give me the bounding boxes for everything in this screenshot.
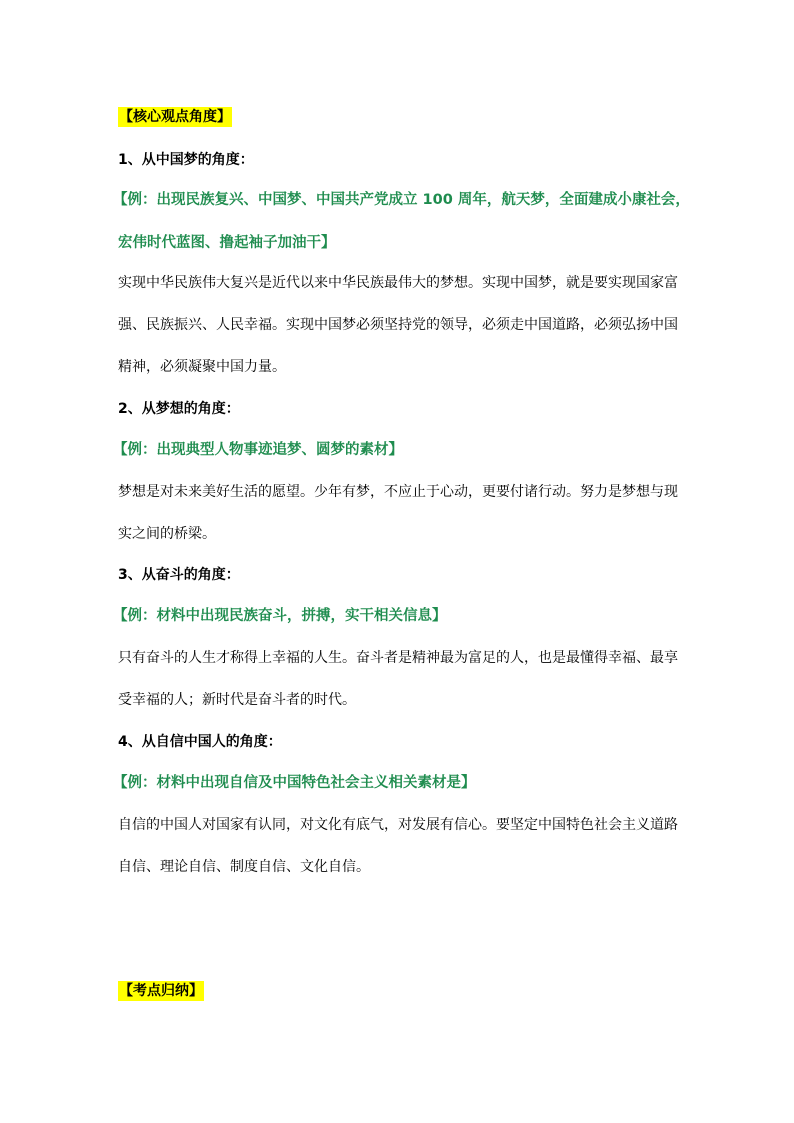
item-heading-3: 3、从奋斗的角度：: [118, 567, 240, 583]
item-body-2-line-1: 梦想是对未来美好生活的愿望。少年有梦，不应止于心动，更要付诸行动。努力是梦想与现: [118, 484, 678, 500]
item-example-1-line-2: 宏伟时代蓝图、撸起袖子加油干】: [118, 235, 336, 251]
item-body-3-line-2: 受幸福的人；新时代是奋斗者的时代。: [118, 692, 356, 708]
item-example-3-line-1: 【例：材料中出现民族奋斗，拼搏，实干相关信息】: [113, 608, 447, 624]
item-heading-2: 2、从梦想的角度：: [118, 401, 240, 417]
item-example-2-line-1: 【例：出现典型人物事迹追梦、圆梦的素材】: [113, 442, 403, 458]
item-body-1-line-1: 实现中华民族伟大复兴是近代以来中华民族最伟大的梦想。实现中国梦，就是要实现国家富: [118, 275, 678, 291]
item-body-2-line-2: 实之间的桥梁。: [118, 526, 216, 542]
section-title-core-views: 【核心观点角度】: [119, 109, 231, 125]
item-heading-1: 1、从中国梦的角度：: [118, 152, 254, 168]
item-body-4-line-1: 自信的中国人对国家有认同，对文化有底气，对发展有信心。要坚定中国特色社会主义道路: [118, 817, 678, 833]
item-body-1-line-2: 强、民族振兴、人民幸福。实现中国梦必须坚持党的领导，必须走中国道路，必须弘扬中国: [118, 317, 678, 333]
item-example-4-line-1: 【例：材料中出现自信及中国特色社会主义相关素材是】: [113, 775, 476, 791]
item-body-1-line-3: 精神，必须凝聚中国力量。: [118, 359, 286, 375]
item-body-4-line-2: 自信、理论自信、制度自信、文化自信。: [118, 859, 370, 875]
section-title-key-points: 【考点归纳】: [119, 983, 203, 999]
item-body-3-line-1: 只有奋斗的人生才称得上幸福的人生。奋斗者是精神最为富足的人，也是最懂得幸福、最享: [118, 650, 678, 666]
item-heading-4: 4、从自信中国人的角度：: [118, 734, 282, 750]
item-example-1-line-1: 【例：出现民族复兴、中国梦、中国共产党成立 100 周年，航天梦，全面建成小康社会，: [113, 192, 690, 208]
